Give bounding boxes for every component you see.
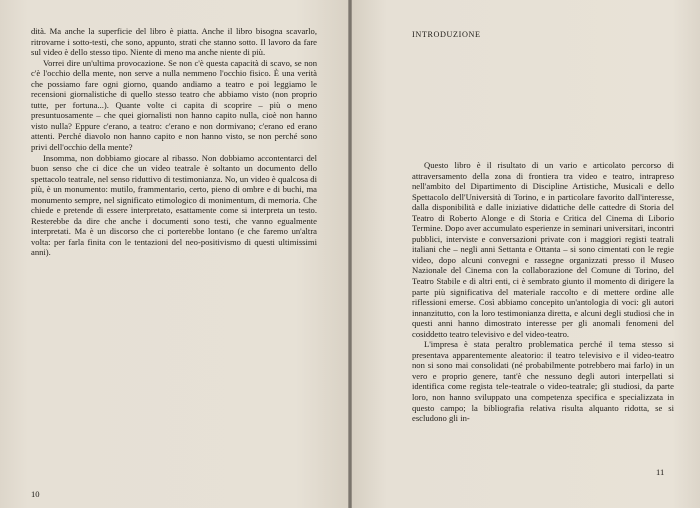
left-page — [0, 0, 348, 508]
paragraph: Questo libro è il risultato di un vario e articolato percorso di attraversamento della zona di frontiera tra video e teatro, intrapreso nell'ambito del Dipartimento di Discipline Artistiche, Musicali e dello Spettacolo dell'Università di Torino, e in particolare favorito dall'interesse, dalla disponibilità e dalle iniziative didattiche delle cattedre di Storia del Teatro di Roberto Alonge e di Storia e Critica del Cinema di Liborio Termine. Dopo aver accumulato esperienze in seminari universitari, incontri pubblici, interviste e conversazioni private con i maggiori registi teatrali italiani che – negli anni Settanta e Ottanta – si sono cimentati con le regie video, dopo alcuni convegni e rassegne organizzati presso il Museo Nazionale del Cinema con la collaborazione del Comune di Torino, del Teatro Stabile e di altri enti, ci è sembrato giunto il momento di dirigere la parte più significativa del materiale raccolto e di mettere ordine alle riflessioni emerse. Così abbiamo concepito un'antologia di voci: gli autori innanzitutto, con la loro testimonianza diretta, e alcuni degli studiosi che in questi anni hanno dimostrato interesse per gli anomali fenomeni del cosiddetto teatro televisivo e del video-teatro. — [412, 160, 674, 339]
right-page-body — [412, 160, 674, 424]
paragraph: Insomma, non dobbiamo giocare al ribasso. Non dobbiamo accontentarci del buon senso che ci dice che un video teatrale è soltanto un documento dello spettacolo teatrale, nel senso riduttivo di testimonianza. No, un video è qualcosa di più, è un monumento: mutilo, frammentario, certo, pieno di ombre e di buchi, ma monumento sempre, nel significato etimologico di monimentum, di memoria. Che chiede e pretende di essere interpretato, esattamente come si interpreta un testo. Resterebbe da dire che anche i documenti sono testi, che vanno egualmente interpretati. Ma è un discorso che ci porterebbe lontano (e che faremo un'altra volta: per farla finita con le tentazioni del neo-positivismo di questi ultimissimi anni). — [31, 152, 317, 258]
paragraph: dità. Ma anche la superficie del libro è piatta. Anche il libro bisogna scavarlo, ritrovarne i sotto-testi, che sono, appunto, strati che stanno sotto. Il lavoro da fare sul video è dello stesso tipo. Niente di meno ma anche niente di più. — [31, 26, 317, 58]
running-head: INTRODUZIONE — [412, 30, 481, 39]
paragraph: L'impresa è stata peraltro problematica perché il tema stesso si presentava apparentemente aleatorio: il teatro televisivo e il video-teatro non si sono mai consolidati (né probabilmente potrebbero mai farlo) in un vero e proprio genere, tant'è che nessuno degli autori interpellati si identifica come regista tele-teatrale o video-teatrale; gli studiosi, da parte loro, non hanno sviluppato una competenza specifica e specializzata in questo campo; la bibliografia relativa risulta alquanto ridotta, se si escludono gli in- — [412, 339, 674, 424]
page-number-left: 10 — [31, 489, 40, 499]
paragraph: Vorrei dire un'ultima provocazione. Se non c'è questa capacità di scavo, se non c'è l'occhio della mente, non serve a nulla nemmeno l'occhio fisico. È una verità che possiamo fare ogni giorno, quando andiamo a teatro e poi leggiamo le recensioni giornalistiche di quello stesso teatro che abbiamo visto (non proprio tutte, per fortuna...). Quante volte ci capita di scoprire – più o meno presuntuosamente – che quei giornalisti non hanno capito nulla, cioè non hanno visto nulla? Eppure c'erano, a teatro: c'erano e non dormivano; c'erano ed erano attenti. Perché diavolo non hanno capito e non hanno visto, se non perché sono privi dell'occhio della mente? — [31, 57, 317, 153]
left-page-body — [31, 26, 317, 258]
page-number-right: 11 — [656, 467, 665, 477]
right-page — [352, 0, 700, 508]
